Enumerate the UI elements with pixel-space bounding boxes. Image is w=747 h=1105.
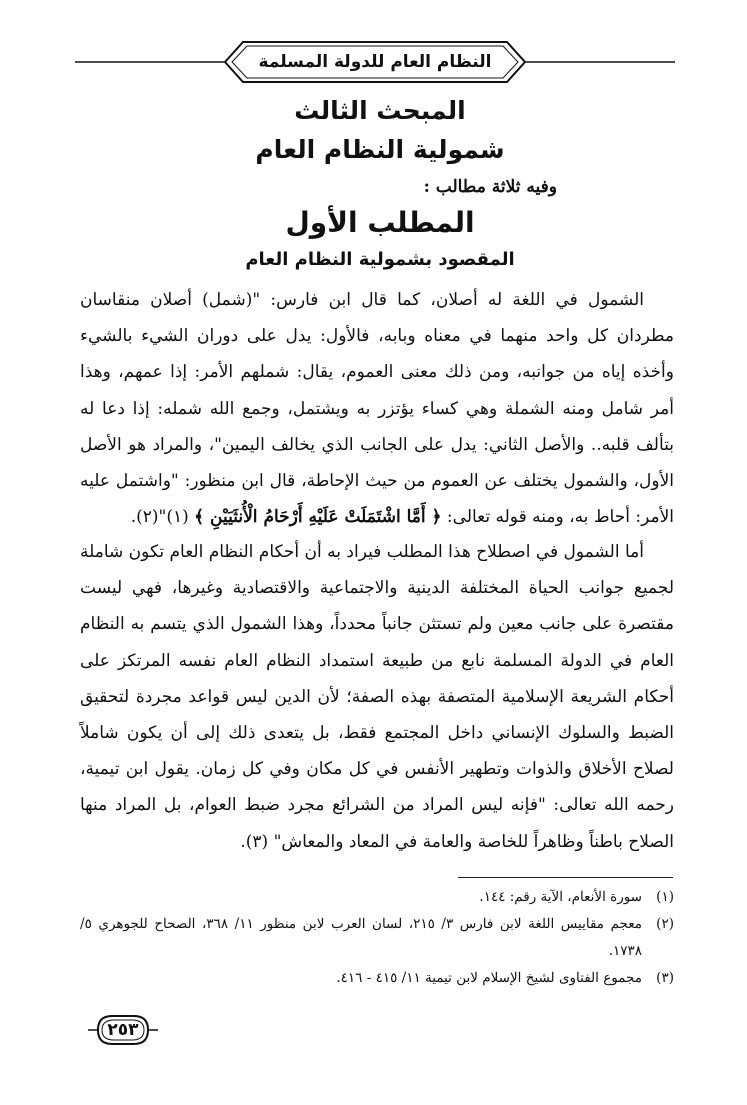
footnote — [80, 965, 674, 992]
page-number — [88, 1012, 158, 1048]
paragraph-text-end: (١)"(٢). — [130, 507, 195, 528]
footnotes — [80, 884, 674, 992]
footnote-text: معجم مقاييس اللغة لابن فارس ٣/ ٢١٥، لسان العرب لابن منظور ١١/ ٣٦٨، الصحاح للجوهري ٥/ ١٧٣٨. — [80, 916, 643, 959]
footnote — [80, 911, 674, 965]
footnote-text: سورة الأنعام، الآية رقم: ١٤٤. — [479, 889, 642, 905]
chapter-title: المبحث الثالث — [294, 96, 466, 125]
footnote — [80, 884, 674, 911]
footnote-separator — [458, 877, 673, 878]
quran-verse: ﴿ أَمَّا اشْتَمَلَتْ عَلَيْهِ أَرْحَامُ الْأُنثَيَيْنِ ﴾ — [194, 507, 442, 528]
paragraph-text: الشمول في اللغة له أصلان، كما قال ابن فارس: "(شمل) أصلان منقاسان مطردان كل واحد منهما في معناه وبابه، فالأول: يدل على دوران الشيء بالشيء وأخذه إياه من جوانبه، ومن ذلك معنى العموم، يقال: شملهم الأمر: إذا عمهم، وهذا أمر شامل ومنه الشملة وهي كساء يؤتزر به ويشتمل، وجمع الله شمله: إذا دعا له بتألف قلبه.. والأصل الثاني: يدل على الجانب الذي يخالف اليمين"، والمراد هو الأصل الأول، والشمول يختلف عن العموم من حيث الإحاطة، قال ابن منظور: "واشتمل عليه الأمر: أحاط به، ومنه قوله تعالى: — [80, 290, 674, 528]
section-title: المطلب الأول — [285, 206, 475, 239]
section-subtitle: المقصود بشمولية النظام العام — [245, 249, 515, 270]
running-title: النظام العام للدولة المسلمة — [258, 52, 492, 72]
footnote-number: (٣) — [656, 970, 674, 986]
footnote-number: (٢) — [656, 916, 674, 932]
page-number-text: ٢٥٣ — [107, 1020, 139, 1040]
running-header — [75, 38, 675, 88]
intro-line: وفيه ثلاثة مطالب : — [423, 177, 557, 197]
paragraph-terminological-definition: أما الشمول في اصطلاح هذا المطلب فيراد به أن أحكام النظام العام تكون شاملة لجميع جوانب الحياة المختلفة الدينية والاجتماعية والاقتصادية وغيرها، فهي ليست مقتصرة على جانب معين ولم تستثن جانباً محدداً، وهذا الشمول الذي يتسم به النظام العام في الدولة المسلمة نابع من طبيعة استمداد النظام العام نفسه المرتكز على أحكام الشريعة الإسلامية المتصفة بهذه الصفة؛ لأن الدين ليس قواعد مجردة لتحقيق الضبط والسلوك الإنساني داخل المجتمع فقط، بل يتعدى ذلك إلى أن يكون شاملاً لصلاح الأخلاق والذوات وتطهير الأنفس في كل مكان وفي كل زمان. يقول ابن تيمية، رحمه الله تعالى: "فإنه ليس المراد من الشرائع مجرد ضبط العوام، بل المراد منها الصلاح باطناً وظاهراً للخاصة والعامة في المعاد والمعاش" (٣). — [80, 542, 674, 852]
chapter-subtitle: شمولية النظام العام — [255, 135, 505, 164]
footnote-text: مجموع الفتاوى لشيخ الإسلام لابن تيمية ١١/ ٤١٥ - ٤١٦. — [336, 970, 642, 986]
paragraph-linguistic-definition — [80, 282, 674, 535]
footnote-number: (١) — [656, 889, 674, 905]
